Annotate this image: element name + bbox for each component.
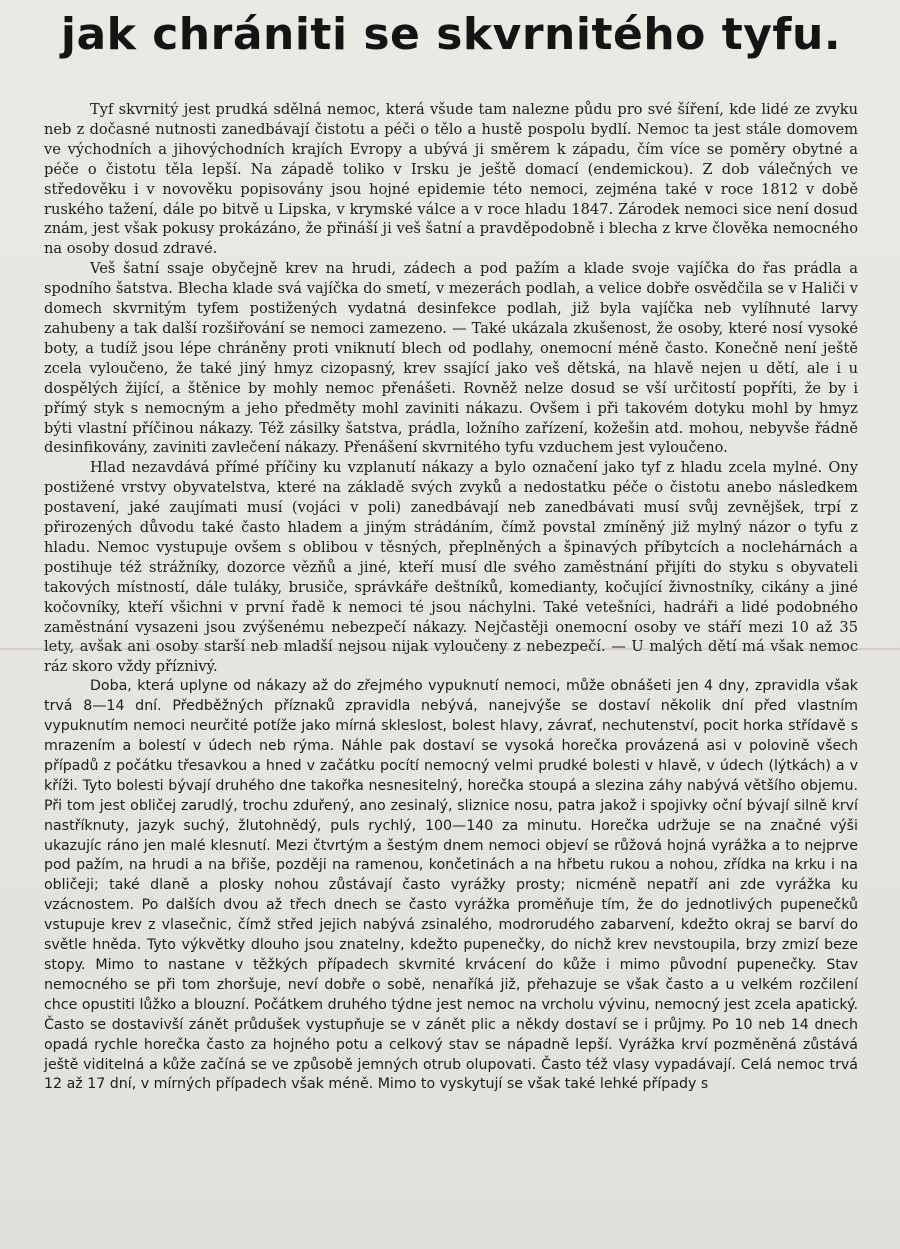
paragraph-transmission: Veš šatní ssaje obyčejně krev na hrudi, zádech a pod pažím a klade svoje vajíčka do řas prádla a spodního šatstva. Blecha klade svá vajíčka do smetí, v mezerách podlah, a velice dobře osvědčila se v Haliči v domech skvrnitým tyfem postižených vydatná desinfekce podlah, již byla vajíčka neb vylíhnuté larvy zahubeny a tak další rozšiřování se nemoci zamezeno. — Také ukázala zkušenost, že osoby, které nosí vysoké boty, a tudíž jsou lépe chráněny proti vniknutí blech od podlahy, onemocní méně často. Konečně není ještě zcela vyloučeno, že také jiný hmyz cizopasný, krev ssající jako veš dětská, na hlavě nejen u dětí, ale i u dospělých žijící, a štěnice by mohly nemoc přenášeti. Rovněž nelze dosud se vší určitostí popříti, že by i přímý styk s nemocným a jeho předměty mohl zaviniti nákazu. Ovšem i při takovém dotyku mohl by hmyz býti vlastní příčinou nákazy. Též zásilky šatstva, prádla, ložního zařízení, kožešin atd. mohou, nebyvše řádně desinfikovány, zaviniti zavlečení nákazy. Přenášení skvrnitého tyfu vzduchem jest vyloučeno.	[44, 260, 858, 457]
document-title: jak chrániti se skvrnitého tyfu.	[60, 9, 842, 60]
paper-fold-line	[0, 648, 900, 650]
paragraph-hunger-and-risk-groups: Hlad nezavdává přímé příčiny ku vzplanutí nákazy a bylo označení jako tyf z hladu zcela mylné. Ony postižené vrstvy obyvatelstva, které na základě svých zvyků a nedostatku péče o čistotu anebo následkem postavení, jaké zaujímati musí (vojáci v poli) zanedbávají neb zanedbávati musí svůj zevnějšek, trpí z přirozených důvodu také často hladem a jiným strádáním, čímž povstal zmíněný již mylný názor o tyfu z hladu. Nemoc vystupuje ovšem s oblibou v těsných, přeplněných a špinavých příbytcích a noclehárnách a postihuje též strážníky, dozorce vězňů a jiné, kteří musí dle svého zaměstnání přijíti do styku s obyvateli takových místností, dále tuláky, brusiče, správkáře deštníků, komedianty, kočující živnostníky, cikány a jiné kočovníky, kteří všichni v první řadě k nemoci té jsou náchylni. Také vetešníci, hadráři a lidé podobného zaměstnání vysazeni jsou zvýšenému nebezpečí nákazy. Nejčastěji onemocní osoby ve stáří mezi 10 až 35 lety, avšak ani osoby starší neb mladší nejsou nijak vyloučeny z nebezpečí. — U malých dětí má však nemoc ráz skoro vždy příznivý.	[44, 459, 858, 676]
paragraph-introduction: Tyf skvrnitý jest prudká sdělná nemoc, která všude tam nalezne půdu pro své šíření, kde lidé ze zvyku neb z dočasné nutnosti zanedbávají čistotu a péči o tělo a hustě pospolu bydlí. Nemoc ta jest stále domovem ve východních a jihovýchodních krajích Evropy a ubývá ji směrem k západu, čím více se poměry obytné a péče o čistotu těla lepší. Na západě toliko v Irsku je ještě domací (endemickou). Z dob válečných ve středověku i v novověku popisovány jsou hojné epidemie této nemoci, zejména také v roce 1812 v době ruského tažení, dále po bitvě u Lipska, v krymské válce a v roce hladu 1847. Zárodek nemoci sice není dosud znám, jest však pokusy prokázáno, že přináší ji veš šatní a pravděpodobně i blecha z krve člověka nemocného na osoby dosud zdravé.	[44, 101, 858, 258]
paragraph-symptoms-and-course: Doba, která uplyne od nákazy až do zřejmého vypuknutí nemoci, může obnášeti jen 4 dny, zpravidla však trvá 8—14 dní. Předběžných příznaků zpravidla nebývá, nanejvýše se dostaví několik dní před vlastním vypuknutím nemoci neurčité potíže jako mírná skleslost, bolest hlavy, závrať, nechutenství, pocit horka střídavě s mrazením a bolestí v údech neb rýma. Náhle pak dostaví se vysoká horečka provázená asi v polovině všech případů z počátku třesavkou a hned v začátku pocítí nemocný velmi prudké bolesti v hlavě, v údech (lýtkách) a v kříži. Tyto bolesti bývají druhého dne takořka nesnesitelný, horečka stoupá a slezina záhy nabývá většího objemu. Při tom jest obličej zarudlý, trochu zduřený, ano zesinalý, sliznice nosu, patra jakož i spojivky oční bývají silně krví nastříknuty, jazyk suchý, žlutohnědý, puls rychlý, 100—140 za minutu. Horečka udržuje se na značné výši ukazujíc ráno jen malé klesnutí. Mezi čtvrtým a šestým dnem nemoci objeví se růžová hojná vyrážka a to nejprve pod pažím, na hrudi a na břiše, později na ramenou, končetinách a na hřbetu rukou a nohou, zřídka na krku i na obličeji; také dlaně a plosky nohou zůstávají často vyrážky prosty; nicméně nepatří ani zde vyrážka ku vzácnostem. Po dalších dvou až třech dnech se často vyrážka proměňuje tím, že do jednotlivých pupenečků vstupuje krev z vlasečnic, čímž střed jejich nabývá zsinalého, modrorudého zabarvení, kdežto okraj se barví do světle hněda. Tyto výkvětky dlouho jsou znatelny, kdežto pupenečky, do nichž krev nevstoupila, brzy zmizí beze stopy. Mimo to nastane v těžkých případech skvrnité krvácení do kůže i mimo původní pupenečky. Stav nemocného se při tom zhoršuje, neví dobře o sobě, nenaříká již, přehazuje se však často a u velkém rozčilení chce opustiti lůžko a blouzní. Počátkem druhého týdne jest nemoc na vrcholu vývinu, nemocný jest zcela apatický. Často se dostavivší zánět průdušek vystupňuje se v zánět plic a někdy dostaví se i průjmy. Po 10 neb 14 dnech opadá rychle horečka často za hojného potu a celkový stav se nápadně lepší. Vyrážka krví pozměněná zůstává ještě viditelná a kůže začíná se ve způsobě jemných otrub olupovati. Často též vlasy vypadávají. Celá nemoc trvá 12 až 17 dní, v mírných případech však méně. Mimo to vyskytují se však také lehké případy s	[44, 678, 858, 1093]
